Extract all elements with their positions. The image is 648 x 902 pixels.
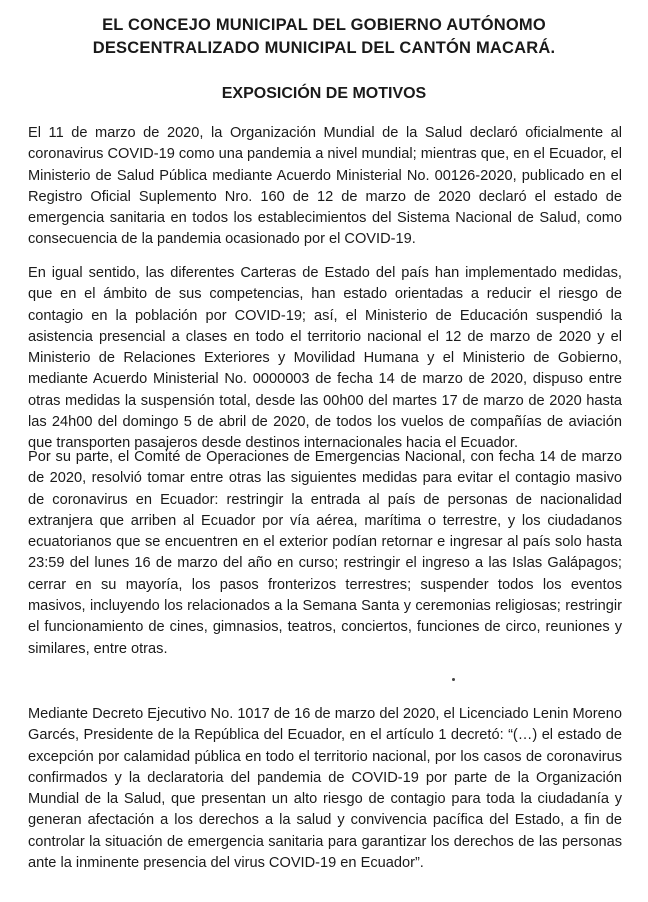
paragraph-3: Por su parte, el Comité de Operaciones de Emergencias Nacional, con fecha 14 de marzo de 2020, resolvió tomar entre otras las siguientes medidas para evitar el contagio masivo de coronavirus en Ecuador: restringir la entrada al país de personas de nacionalidad extranjera que arriben al Ecuador por vía aérea, marítima o terrestre, y los ciudadanos ecuatorianos que se encuentren en el exterior podían retornar e ingresar al país solo hasta 23:59 del lunes 16 de marzo del año en curso; restringir el ingreso a las Islas Galápagos; cerrar en su mayoría, los pasos fronterizos terrestres; suspender todos los eventos masivos, incluyendo los relacionados a la Semana Santa y ceremonias religiosas; restringir el funcionamiento de cines, gimnasios, teatros, conciertos, funciones de circo, reuniones y similares, entre otras. [28,449,622,657]
scan-speck [452,678,455,681]
section-heading: EXPOSICIÓN DE MOTIVOS [221,85,427,102]
paragraph-1: El 11 de marzo de 2020, la Organización Mundial de la Salud declaró oficialmente al coronavirus COVID-19 como una pandemia a nivel mundial; mientras que, en el Ecuador, el Ministerio de Salud Pública mediante Acuerdo Ministerial No. 00126-2020, publicado en el Registro Oficial Suplemento Nro. 160 de 12 de marzo de 2020 declaró el estado de emergencia sanitaria en todos los establecimientos del Sistema Nacional de Salud, como consecuencia de la pandemia ocasionado por el COVID-19. [28,125,622,248]
document-title-line-1: EL CONCEJO MUNICIPAL DEL GOBIERNO AUTÓNOMO [102,16,546,34]
paragraph-4: Mediante Decreto Ejecutivo No. 1017 de 16 de marzo del 2020, el Licenciado Lenin Moreno Garcés, Presidente de la República del Ecuador, en el artículo 1 decretó: “(…) el estado de excepción por calamidad pública en todo el territorio nacional, por los casos de coronavirus confirmados y la declaratoria del pandemia de COVID-19 por parte de la Organización Mundial de la Salud, que presentan un alto riesgo de contagio para toda la ciudadanía y generan afectación a los derechos a la salud y convivencia pacífica del Estado, a fin de controlar la situación de emergencia sanitaria para garantizar los derechos de las personas ante la inminente presencia del virus COVID-19 en Ecuador”. [28,706,622,872]
document-title-line-2: DESCENTRALIZADO MUNICIPAL DEL CANTÓN MACARÁ. [92,39,556,57]
paragraph-2: En igual sentido, las diferentes Carteras de Estado del país han implementado medidas, que en el ámbito de sus competencias, han estado orientadas a reducir el riesgo de contagio en la población por COVID-19; así, el Ministerio de Educación suspendió la asistencia presencial a clases en todo el territorio nacional el 12 de marzo de 2020 y el Ministerio de Relaciones Exteriores y Movilidad Humana y el Ministerio de Gobierno, mediante Acuerdo Ministerial No. 0000003 de fecha 14 de marzo de 2020, dispuso entre otras medidas la suspensión total, desde las 00h00 del martes 17 de marzo de 2020 hasta las 24h00 del domingo 5 de abril de 2020, de todos los vuelos de compañías de aviación que transporten pasajeros desde destinos internacionales hacia el Ecuador. [28,265,622,452]
